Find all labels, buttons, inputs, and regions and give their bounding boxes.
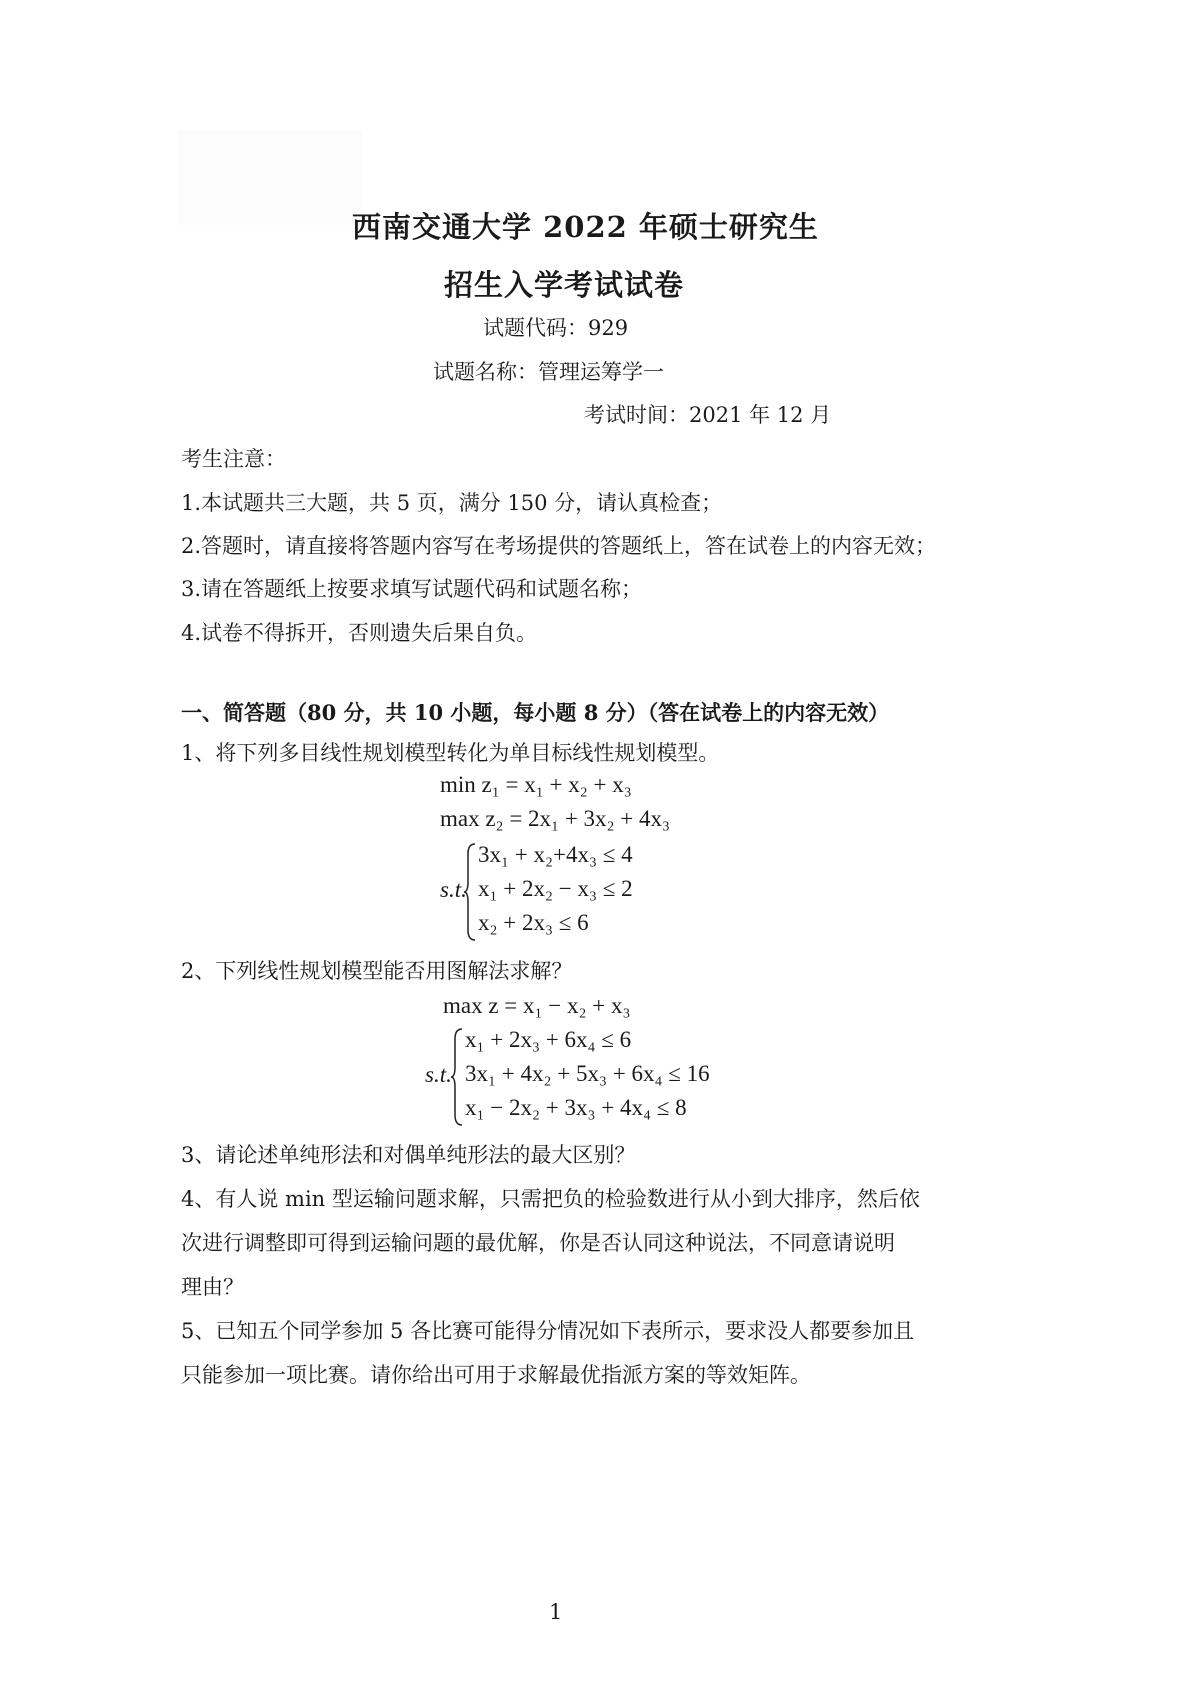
q1-objective-1: min z₁ = x₁ + x₂ + x₃ [440,772,632,797]
q1-constraint: x₁ + 2x₂ − x₃ ≤ 2 [478,876,633,901]
notice-item: 2.答题时，请直接将答题内容写在考场提供的答题纸上，答在试卷上的内容无效； [181,534,937,558]
q2-objective: max z = x₁ − x₂ + x₃ [443,993,631,1018]
section-heading: 一、简答题（80 分，共 10 小题，每小题 8 分）（答在试卷上的内容无效） [181,700,890,725]
notice-item: 4.试卷不得拆开，否则遗失后果自负。 [181,621,538,645]
q2-constraint: 3x₁ + 4x₂ + 5x₃ + 6x₄ ≤ 16 [465,1061,710,1086]
q1-st-label: s.t. [440,877,467,902]
notice-heading: 考生注意： [181,447,286,471]
question-4-line: 4、有人说 min 型运输问题求解，只需把负的检验数进行从小到大排序，然后依 [181,1187,920,1211]
q2-constraint: x₁ − 2x₂ + 3x₃ + 4x₄ ≤ 8 [465,1095,687,1120]
question-3-text: 3、请论述单纯形法和对偶单纯形法的最大区别？ [181,1143,636,1167]
page-number: 1 [549,1600,563,1624]
q1-constraint: x₂ + 2x₃ ≤ 6 [478,910,589,935]
q1-constraint: 3x₁ + x₂+4x₃ ≤ 4 [478,842,633,867]
question-4-line: 理由？ [181,1275,244,1299]
question-4-line: 次进行调整即可得到运输问题的最优解，你是否认同这种说法，不同意请说明 [181,1231,895,1255]
q2-brace [450,1027,464,1127]
notice-item: 3.请在答题纸上按要求填写试题代码和试题名称； [181,577,643,601]
q2-constraint: x₁ + 2x₃ + 6x₄ ≤ 6 [465,1027,632,1052]
question-5-line: 只能参加一项比赛。请你给出可用于求解最优指派方案的等效矩阵。 [181,1363,811,1387]
exam-code: 试题代码：929 [483,316,629,340]
question-1-text: 1、将下列多目线性规划模型转化为单目标线性规划模型。 [181,741,720,765]
exam-title-line2: 招生入学考试试卷 [444,268,685,302]
q1-objective-2: max z₂ = 2x₁ + 3x₂ + 4x₃ [440,806,671,831]
exam-subject-name: 试题名称：管理运筹学一 [433,360,664,384]
exam-title-line1: 西南交通大学 2022 年硕士研究生 [352,210,819,244]
exam-time: 考试时间：2021 年 12 月 [584,403,832,427]
q1-brace [463,842,477,942]
question-2-text: 2、下列线性规划模型能否用图解法求解？ [181,959,573,983]
faded-stamp-area [178,130,363,225]
q2-st-label: s.t. [425,1062,452,1087]
notice-item: 1.本试题共三大题，共 5 页，满分 150 分，请认真检查； [181,491,723,515]
question-5-line: 5、已知五个同学参加 5 各比赛可能得分情况如下表所示，要求没人都要参加且 [181,1319,915,1343]
